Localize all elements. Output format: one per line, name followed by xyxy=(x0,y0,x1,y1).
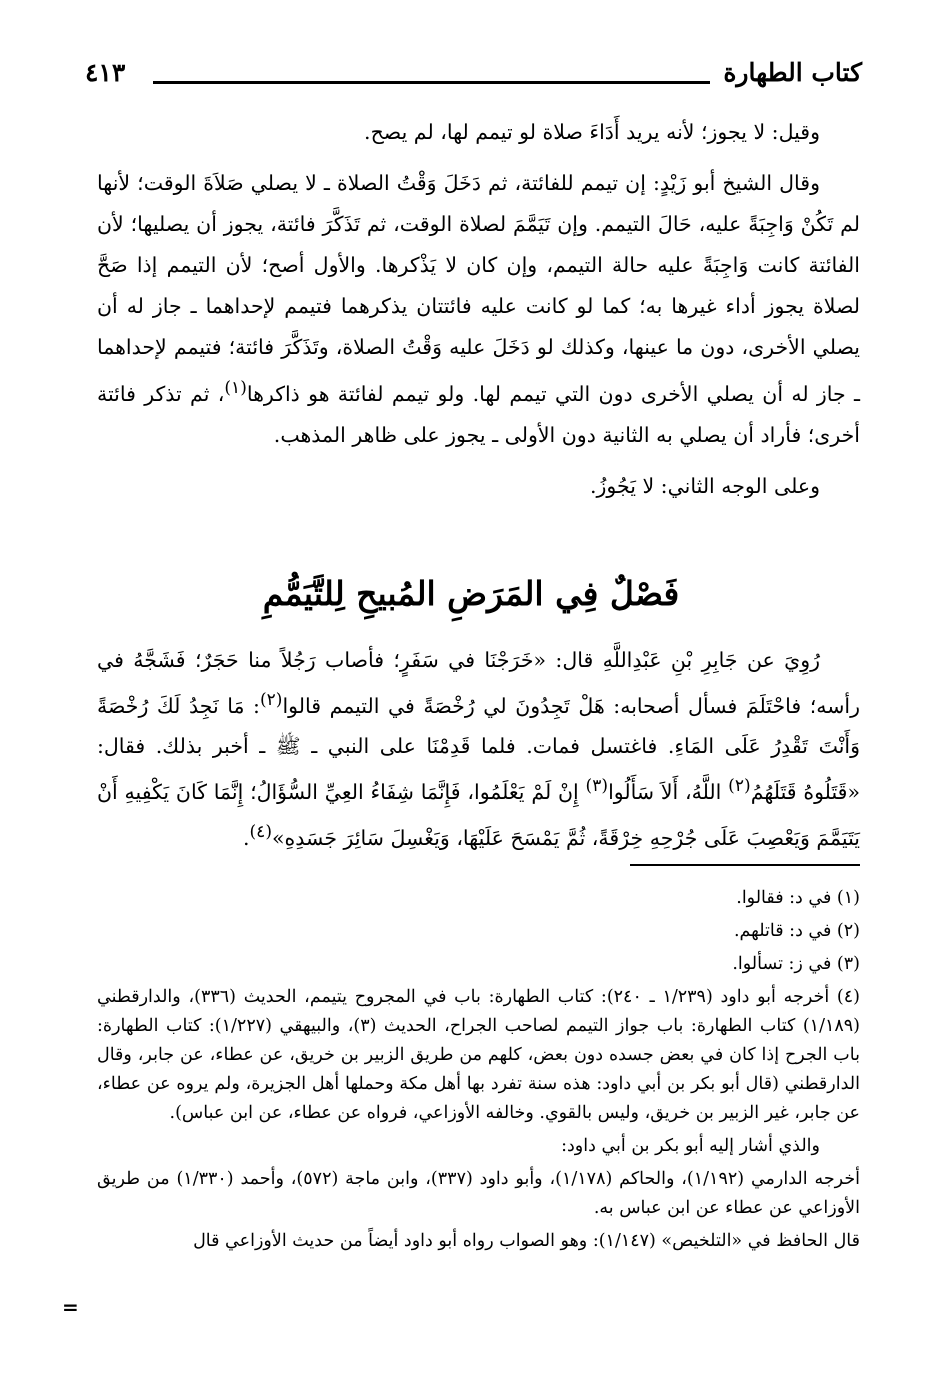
footnote: (٣) في ز: تسألوا. xyxy=(732,954,860,974)
footnote-ref: (١) xyxy=(224,378,247,398)
footnote-ref: (٢) xyxy=(259,690,283,710)
hadith-paragraph xyxy=(97,640,860,857)
footnote-continuation: قال الحافظ في «التلخيص» (١/١٤٧): وهو الصواب رواه أبو داود أيضاً من حديث الأوزاعي قال xyxy=(193,1231,860,1251)
paragraph: وعلى الوجه الثاني: لا يَجُوزُ. xyxy=(590,473,820,498)
footnotes xyxy=(97,884,860,1260)
footnote: (١) في د: فقالوا. xyxy=(736,888,860,908)
footnote-separator xyxy=(630,864,860,866)
footnote: (٤) أخرجه أبو داود (١/٢٣٩ ـ ٢٤٠): كتاب الطهارة: باب في المجروح يتيمم، الحديث (٣٣٦)، والدارقطني (١/١٨٩) كتاب الطهارة: باب جواز التيمم لصاحب الجراح، الحديث (٣)، والبيهقي (١/٢٢٧): كتاب الطهارة: باب الجرح إذا كان في بعض جسده دون بعض، كلهم من طريق الزبير بن خريق، عن عطاء، عن جابر، وقال الدارقطني (قال أبو بكر بن أبي داود: هذه سنة تفرد بها أهل مكة وحملها أهل الجزيرة، ولم يروه عن عطاء، عن جابر، غير الزبير بن خريق، وليس بالقوي. وخالفه الأوزاعي، فرواه عن عطاء، عن ابن عباس). xyxy=(97,987,860,1123)
running-title: كتاب الطهارة xyxy=(723,58,862,87)
paragraph-text: ، ثم تذكر فائتة أخرى؛ فأراد أن يصلي به الثانية دون الأولى ـ يجوز على ظاهر المذهب. xyxy=(97,381,860,447)
footnote-ref: (٤) xyxy=(249,821,273,842)
continuation-mark: = xyxy=(62,1295,79,1319)
header-rule xyxy=(153,81,710,84)
paragraph-text: إِنْ لَمْ يَعْلَمُوا، فَإِنَّمَا شِفَاءُ العِيِّ السُّؤَالُ؛ إِنَّمَا كَانَ يَكْفِيهِ أَنْ يَتَيَمَّمَ وَيَعْصِبَ عَلَى جُرْحِهِ خِرْقَةً، ثُمَّ يَمْسَحَ عَلَيْهَا، وَيَغْسِلَ سَائِرَ جَسَدِهِ» xyxy=(97,779,860,850)
paragraph-text: . xyxy=(242,825,250,850)
footnote-continuation: أخرجه الدارمي (١/١٩٢)، والحاكم (١/١٧٨)، وأبو داود (٣٣٧)، وابن ماجة (٥٧٢)، وأحمد (١/٣٣٠) من طريق الأوزاعي عن عطاء عن ابن عباس به. xyxy=(97,1169,860,1218)
main-text xyxy=(97,112,860,507)
paragraph-text: وقال الشيخ أبو زَيْدٍ: إن تيمم للفائتة، ثم دَخَلَ وَقْتُ الصلاة ـ لا يصلي صَلاَةَ الوقت؛ لأنها لم تَكُنْ وَاجِبَةً عليه، حَالَ التيمم. وإن تَيَمَّمَ لصلاة الوقت، ثم تَذَكَّرَ فائتة، يجوز أن يصليها؛ لأن الفائتة كانت وَاجِبَةً عليه حالة التيمم، وإن كان لا يَذْكرها. والأول أصح؛ لأن التيمم إذا صَحَّ لصلاة يجوز أداء غيرها به؛ كما لو كانت عليه فائتتان يذكرهما فتيمم لإحداهما ـ جاز له أن يصلي الأخرى، دون ما عينها، وكذلك لو دَخَلَ عليه وَقْتُ الصلاة، وتَذَكَّرَ فائتة؛ فتيمم لإحداهما ـ جاز له أن يصلي الأخرى دون التي تيمم لها. ولو تيمم لفائتة هو ذاكرها xyxy=(97,171,860,406)
paragraph-text: رُوِيَ عن جَابِرِ بْنِ عَبْدِاللَّهِ قال: «خَرَجْنَا في سَفَرٍ؛ فأصاب رَجُلاً منا حَجَرٌ؛ فَشَجَّهُ في رأسه؛ فاحْتَلَمَ فسأل أصحابه: هَلْ تَجِدُونَ لي رُخْصَةً في التيمم قالوا xyxy=(97,648,861,718)
paragraph-text: اللَّهُ، أَلاَ سَأَلُوا xyxy=(608,779,729,804)
footnote: (٢) في د: قاتلهم. xyxy=(733,921,860,941)
paragraph xyxy=(97,163,860,456)
footnote-continuation: والذي أشار إليه أبو بكر بن أبي داود: xyxy=(561,1136,820,1156)
paragraph-text: : مَا نَجِدُ لَكَ رُخْصَةً وَأَنْتَ تَقْدِرُ عَلَى المَاءِ. فاغتسل فمات. فلما قَدِمْنَا على النبي ـ ﷺ ـ أخبر بذلك. فقال: «قَتَلُوهُ قَتَلَهُمُ xyxy=(97,693,860,804)
paragraph xyxy=(97,640,860,857)
page-header xyxy=(85,58,862,98)
paragraph: وقيل: لا يجوز؛ لأنه يريد أَدَاءَ صلاة لو تيمم لها، لم يصح. xyxy=(364,120,820,144)
section-title: فَصْلٌ فِي المَرَضِ المُبيحِ لِلتَّيَمُّمِ xyxy=(262,574,680,613)
page-number: ٤١٣ xyxy=(85,58,126,87)
footnote-ref: (٢) xyxy=(728,775,751,796)
footnote-ref: (٣) xyxy=(585,775,609,796)
